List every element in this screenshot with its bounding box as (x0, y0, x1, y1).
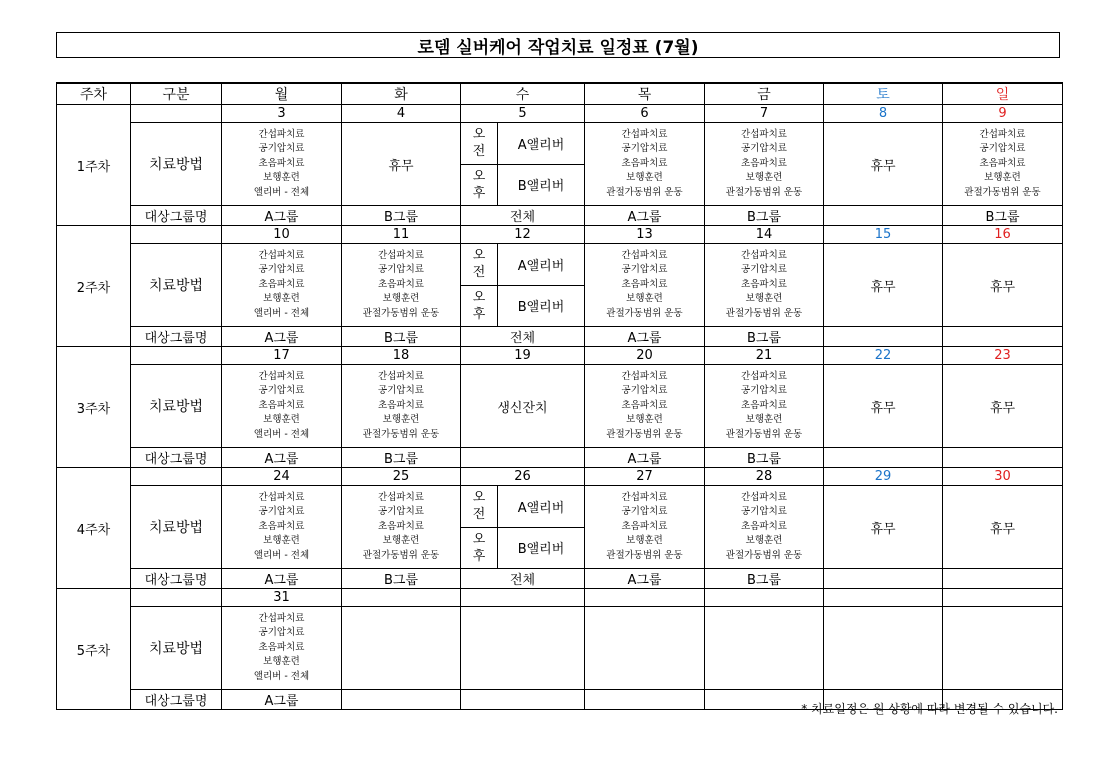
method-cell (585, 123, 705, 206)
am-char: 오 (472, 248, 486, 264)
group-cell: B그룹 (705, 206, 824, 226)
group-label: 대상그룹명 (131, 690, 222, 710)
rest-label: 휴무 (989, 521, 1016, 537)
method-cell (222, 123, 342, 206)
method-item: 공기압치료 (258, 506, 305, 518)
method-item: 보행훈련 (382, 293, 420, 305)
method-cell (585, 607, 705, 690)
group-row (57, 206, 1063, 226)
group-cell: A그룹 (222, 569, 342, 589)
method-item: 초음파치료 (258, 641, 305, 653)
method-item: 간섭파치료 (741, 370, 787, 382)
page-title: 로뎀 실버케어 작업치료 일정표 (7월) (56, 32, 1060, 58)
am-label (461, 486, 498, 527)
rest-label: 휴무 (870, 158, 896, 174)
method-list (585, 249, 704, 322)
method-cell (585, 365, 705, 448)
method-list (705, 370, 823, 443)
date-cell (824, 589, 943, 607)
method-cell (705, 486, 824, 569)
date-cell (461, 589, 585, 607)
method-list (705, 128, 823, 201)
method-cell (705, 365, 824, 448)
date-cell: 9 (943, 105, 1063, 123)
method-item: 간섭파치료 (741, 249, 787, 261)
method-item: 보행훈련 (263, 656, 300, 668)
method-item: 간섭파치료 (258, 612, 305, 624)
method-item: 간섭파치료 (621, 491, 668, 503)
group-cell: A그룹 (222, 690, 342, 710)
pm-char: 후 (472, 185, 486, 201)
method-label: 치료방법 (131, 123, 222, 206)
method-label: 치료방법 (131, 365, 222, 448)
group-cell: 전체 (461, 569, 585, 589)
pm-label (461, 285, 498, 326)
header-sat: 토 (824, 83, 943, 105)
method-cell (824, 244, 943, 327)
method-item: 보행훈련 (745, 414, 783, 426)
method-item: 관절가동범위 운동 (964, 186, 1041, 198)
group-cell: A그룹 (585, 206, 705, 226)
method-list (705, 249, 823, 322)
method-item: 관절가동범위 운동 (725, 549, 803, 561)
am-char: 오 (472, 127, 486, 143)
group-cell (824, 206, 943, 226)
method-cell (342, 607, 461, 690)
am-group: A앨리버 (498, 123, 585, 164)
method-cell (705, 244, 824, 327)
method-item: 초음파치료 (378, 520, 424, 532)
method-item: 간섭파치료 (979, 128, 1026, 140)
pm-label (461, 527, 498, 568)
am-char: 전 (472, 507, 486, 523)
date-cell (585, 589, 705, 607)
method-list (222, 612, 341, 685)
am-char: 오 (472, 490, 486, 506)
method-item: 간섭파치료 (258, 491, 305, 503)
method-item: 보행훈련 (626, 414, 663, 426)
method-cell (461, 486, 585, 569)
am-label (461, 123, 498, 164)
method-item: 공기압치료 (378, 506, 424, 518)
category-empty (131, 226, 222, 244)
pm-char: 후 (472, 548, 486, 564)
date-cell: 6 (585, 105, 705, 123)
pm-char: 오 (472, 289, 486, 305)
date-cell (342, 589, 461, 607)
method-cell (342, 486, 461, 569)
group-cell (585, 690, 705, 710)
am-group: A앨리버 (498, 244, 585, 285)
method-item: 초음파치료 (741, 520, 787, 532)
group-row (57, 569, 1063, 589)
week-label: 5주차 (57, 589, 131, 710)
method-item: 간섭파치료 (621, 370, 668, 382)
method-list (222, 370, 341, 443)
method-item: 보행훈련 (626, 172, 663, 184)
method-cell (342, 365, 461, 448)
date-cell: 28 (705, 468, 824, 486)
method-item: 앨리버 - 전체 (253, 670, 310, 682)
date-cell: 15 (824, 226, 943, 244)
group-cell (824, 569, 943, 589)
method-row (57, 607, 1063, 690)
method-item: 공기압치료 (378, 385, 424, 397)
method-cell (943, 486, 1063, 569)
method-cell (585, 486, 705, 569)
week-label: 2주차 (57, 226, 131, 347)
group-label: 대상그룹명 (131, 448, 222, 468)
method-item: 간섭파치료 (258, 128, 305, 140)
date-cell: 19 (461, 347, 585, 365)
rest-label: 휴무 (870, 521, 896, 537)
method-item: 간섭파치료 (621, 249, 668, 261)
method-cell (342, 123, 461, 206)
method-item: 간섭파치료 (258, 370, 305, 382)
method-item: 관절가동범위 운동 (362, 307, 440, 319)
method-label: 치료방법 (131, 486, 222, 569)
method-item: 보행훈련 (263, 172, 300, 184)
date-row (57, 589, 1063, 607)
rest-label: 휴무 (870, 400, 896, 416)
group-row (57, 327, 1063, 347)
method-item: 간섭파치료 (621, 128, 668, 140)
method-list (585, 491, 704, 564)
group-cell: B그룹 (705, 569, 824, 589)
method-item: 간섭파치료 (741, 128, 787, 140)
am-char: 전 (472, 265, 486, 281)
method-list (222, 249, 341, 322)
date-cell: 7 (705, 105, 824, 123)
schedule-table (56, 82, 1063, 710)
date-cell: 21 (705, 347, 824, 365)
method-item: 공기압치료 (741, 385, 787, 397)
am-label (461, 244, 498, 285)
method-cell (943, 365, 1063, 448)
method-cell (461, 365, 585, 448)
date-cell: 17 (222, 347, 342, 365)
am-pm-split (461, 244, 584, 326)
method-item: 관절가동범위 운동 (606, 549, 683, 561)
method-item: 관절가동범위 운동 (606, 307, 683, 319)
date-row (57, 105, 1063, 123)
method-item: 초음파치료 (258, 520, 305, 532)
pm-group: B앨리버 (517, 300, 565, 316)
date-cell: 3 (222, 105, 342, 123)
date-cell: 18 (342, 347, 461, 365)
rest-label: 휴무 (989, 279, 1016, 295)
method-cell (585, 244, 705, 327)
method-item: 관절가동범위 운동 (725, 428, 803, 440)
group-cell (943, 569, 1063, 589)
header-thu: 목 (585, 83, 705, 105)
method-cell (222, 365, 342, 448)
method-cell (824, 607, 943, 690)
group-cell: A그룹 (222, 206, 342, 226)
pm-label (461, 164, 498, 205)
method-item: 간섭파치료 (378, 370, 424, 382)
header-week: 주차 (57, 83, 131, 105)
method-cell (222, 486, 342, 569)
method-item: 관절가동범위 운동 (362, 549, 440, 561)
rest-label: 휴무 (989, 400, 1016, 416)
header-row (57, 83, 1063, 105)
method-list (222, 128, 341, 201)
method-item: 초음파치료 (621, 278, 668, 290)
method-item: 앨리버 - 전체 (253, 549, 310, 561)
pm-char: 오 (472, 168, 486, 184)
method-item: 공기압치료 (741, 264, 787, 276)
date-row (57, 226, 1063, 244)
method-row (57, 365, 1063, 448)
method-label: 치료방법 (131, 607, 222, 690)
method-item: 보행훈련 (263, 535, 300, 547)
method-list (342, 370, 460, 443)
method-cell (222, 244, 342, 327)
category-empty (131, 347, 222, 365)
date-cell: 13 (585, 226, 705, 244)
category-empty (131, 468, 222, 486)
am-pm-split (461, 486, 584, 568)
method-item: 초음파치료 (378, 399, 424, 411)
method-item: 보행훈련 (382, 535, 420, 547)
group-cell: A그룹 (222, 448, 342, 468)
method-cell (943, 607, 1063, 690)
date-cell: 14 (705, 226, 824, 244)
rest-label: 휴무 (388, 158, 414, 174)
category-empty (131, 105, 222, 123)
method-item: 공기압치료 (378, 264, 424, 276)
method-item: 초음파치료 (741, 399, 787, 411)
group-label: 대상그룹명 (131, 206, 222, 226)
date-cell: 22 (824, 347, 943, 365)
method-item: 보행훈련 (626, 293, 663, 305)
group-cell: 전체 (461, 206, 585, 226)
date-cell: 26 (461, 468, 585, 486)
method-item: 공기압치료 (741, 143, 787, 155)
group-label: 대상그룹명 (131, 327, 222, 347)
method-item: 앨리버 - 전체 (253, 428, 310, 440)
group-cell (824, 327, 943, 347)
group-cell: A그룹 (222, 327, 342, 347)
header-tue: 화 (342, 83, 461, 105)
group-cell: A그룹 (585, 569, 705, 589)
group-cell: B그룹 (705, 448, 824, 468)
method-list (342, 491, 460, 564)
method-row (57, 123, 1063, 206)
method-item: 초음파치료 (979, 157, 1026, 169)
method-item: 앨리버 - 전체 (253, 307, 310, 319)
group-row (57, 448, 1063, 468)
method-cell (824, 365, 943, 448)
group-cell: B그룹 (342, 327, 461, 347)
method-item: 초음파치료 (621, 399, 668, 411)
header-mon: 월 (222, 83, 342, 105)
method-item: 관절가동범위 운동 (725, 307, 803, 319)
method-item: 보행훈련 (745, 293, 783, 305)
date-cell: 29 (824, 468, 943, 486)
method-cell (342, 244, 461, 327)
method-item: 간섭파치료 (741, 491, 787, 503)
rest-label: 휴무 (870, 279, 896, 295)
date-cell: 12 (461, 226, 585, 244)
method-item: 공기압치료 (258, 143, 305, 155)
method-cell (824, 123, 943, 206)
group-cell (943, 327, 1063, 347)
method-cell (705, 123, 824, 206)
date-cell (943, 589, 1063, 607)
method-list (222, 491, 341, 564)
date-cell: 5 (461, 105, 585, 123)
footnote: * 치료일정은 원 상황에 따라 변경될 수 있습니다. (801, 702, 1058, 716)
method-item: 공기압치료 (621, 385, 668, 397)
date-cell: 8 (824, 105, 943, 123)
method-item: 초음파치료 (621, 157, 668, 169)
header-fri: 금 (705, 83, 824, 105)
pm-char: 후 (472, 306, 486, 322)
method-item: 보행훈련 (745, 535, 783, 547)
method-item: 공기압치료 (741, 506, 787, 518)
header-wed: 수 (461, 83, 585, 105)
date-cell (705, 589, 824, 607)
group-cell: 전체 (461, 327, 585, 347)
method-row (57, 486, 1063, 569)
method-item: 관절가동범위 운동 (362, 428, 440, 440)
am-group: A앨리버 (498, 486, 585, 527)
header-sun: 일 (943, 83, 1063, 105)
date-cell: 27 (585, 468, 705, 486)
date-cell: 23 (943, 347, 1063, 365)
pm-char: 오 (472, 531, 486, 547)
date-cell: 10 (222, 226, 342, 244)
method-item: 간섭파치료 (258, 249, 305, 261)
group-cell (461, 690, 585, 710)
date-cell: 11 (342, 226, 461, 244)
method-row (57, 244, 1063, 327)
group-cell (461, 448, 585, 468)
method-item: 앨리버 - 전체 (253, 186, 310, 198)
method-item: 보행훈련 (263, 414, 300, 426)
method-item: 공기압치료 (258, 627, 305, 639)
method-item: 초음파치료 (258, 157, 305, 169)
group-label: 대상그룹명 (131, 569, 222, 589)
method-list (585, 128, 704, 201)
method-item: 간섭파치료 (378, 249, 424, 261)
method-item: 보행훈련 (745, 172, 783, 184)
date-cell: 16 (943, 226, 1063, 244)
week-label: 1주차 (57, 105, 131, 226)
date-cell: 20 (585, 347, 705, 365)
method-item: 초음파치료 (258, 278, 305, 290)
method-list (342, 249, 460, 322)
date-cell: 4 (342, 105, 461, 123)
event-label: 생신잔치 (497, 400, 548, 416)
method-item: 보행훈련 (626, 535, 663, 547)
method-item: 초음파치료 (741, 157, 787, 169)
method-cell (222, 607, 342, 690)
method-item: 관절가동범위 운동 (725, 186, 803, 198)
method-item: 보행훈련 (984, 172, 1021, 184)
group-cell: B그룹 (943, 206, 1063, 226)
group-cell: A그룹 (585, 327, 705, 347)
method-cell (461, 123, 585, 206)
method-item: 관절가동범위 운동 (606, 186, 683, 198)
method-item: 초음파치료 (258, 399, 305, 411)
group-cell: B그룹 (342, 206, 461, 226)
method-list (585, 370, 704, 443)
method-item: 간섭파치료 (378, 491, 424, 503)
method-item: 초음파치료 (741, 278, 787, 290)
date-cell: 25 (342, 468, 461, 486)
date-cell: 31 (222, 589, 342, 607)
method-item: 공기압치료 (258, 264, 305, 276)
date-row (57, 347, 1063, 365)
date-row (57, 468, 1063, 486)
method-list (705, 491, 823, 564)
method-cell (943, 244, 1063, 327)
group-cell: B그룹 (342, 448, 461, 468)
pm-group: B앨리버 (517, 179, 565, 195)
category-empty (131, 589, 222, 607)
group-cell (342, 690, 461, 710)
method-item: 관절가동범위 운동 (606, 428, 683, 440)
method-cell (461, 244, 585, 327)
method-item: 공기압치료 (621, 264, 668, 276)
method-item: 초음파치료 (621, 520, 668, 532)
method-item: 보행훈련 (263, 293, 300, 305)
method-cell (461, 607, 585, 690)
method-item: 공기압치료 (621, 143, 668, 155)
method-cell (824, 486, 943, 569)
group-cell: B그룹 (705, 327, 824, 347)
pm-group: B앨리버 (517, 542, 565, 558)
method-item: 공기압치료 (258, 385, 305, 397)
group-cell: B그룹 (342, 569, 461, 589)
group-cell (824, 448, 943, 468)
date-cell: 30 (943, 468, 1063, 486)
header-category: 구분 (131, 83, 222, 105)
method-list (943, 128, 1062, 201)
method-item: 초음파치료 (378, 278, 424, 290)
date-cell: 24 (222, 468, 342, 486)
method-cell (705, 607, 824, 690)
week-label: 4주차 (57, 468, 131, 589)
method-cell (943, 123, 1063, 206)
am-char: 전 (472, 144, 486, 160)
am-pm-split (461, 123, 584, 205)
group-cell (943, 448, 1063, 468)
method-item: 보행훈련 (382, 414, 420, 426)
method-item: 공기압치료 (621, 506, 668, 518)
method-item: 공기압치료 (979, 143, 1026, 155)
group-cell: A그룹 (585, 448, 705, 468)
week-label: 3주차 (57, 347, 131, 468)
method-label: 치료방법 (131, 244, 222, 327)
